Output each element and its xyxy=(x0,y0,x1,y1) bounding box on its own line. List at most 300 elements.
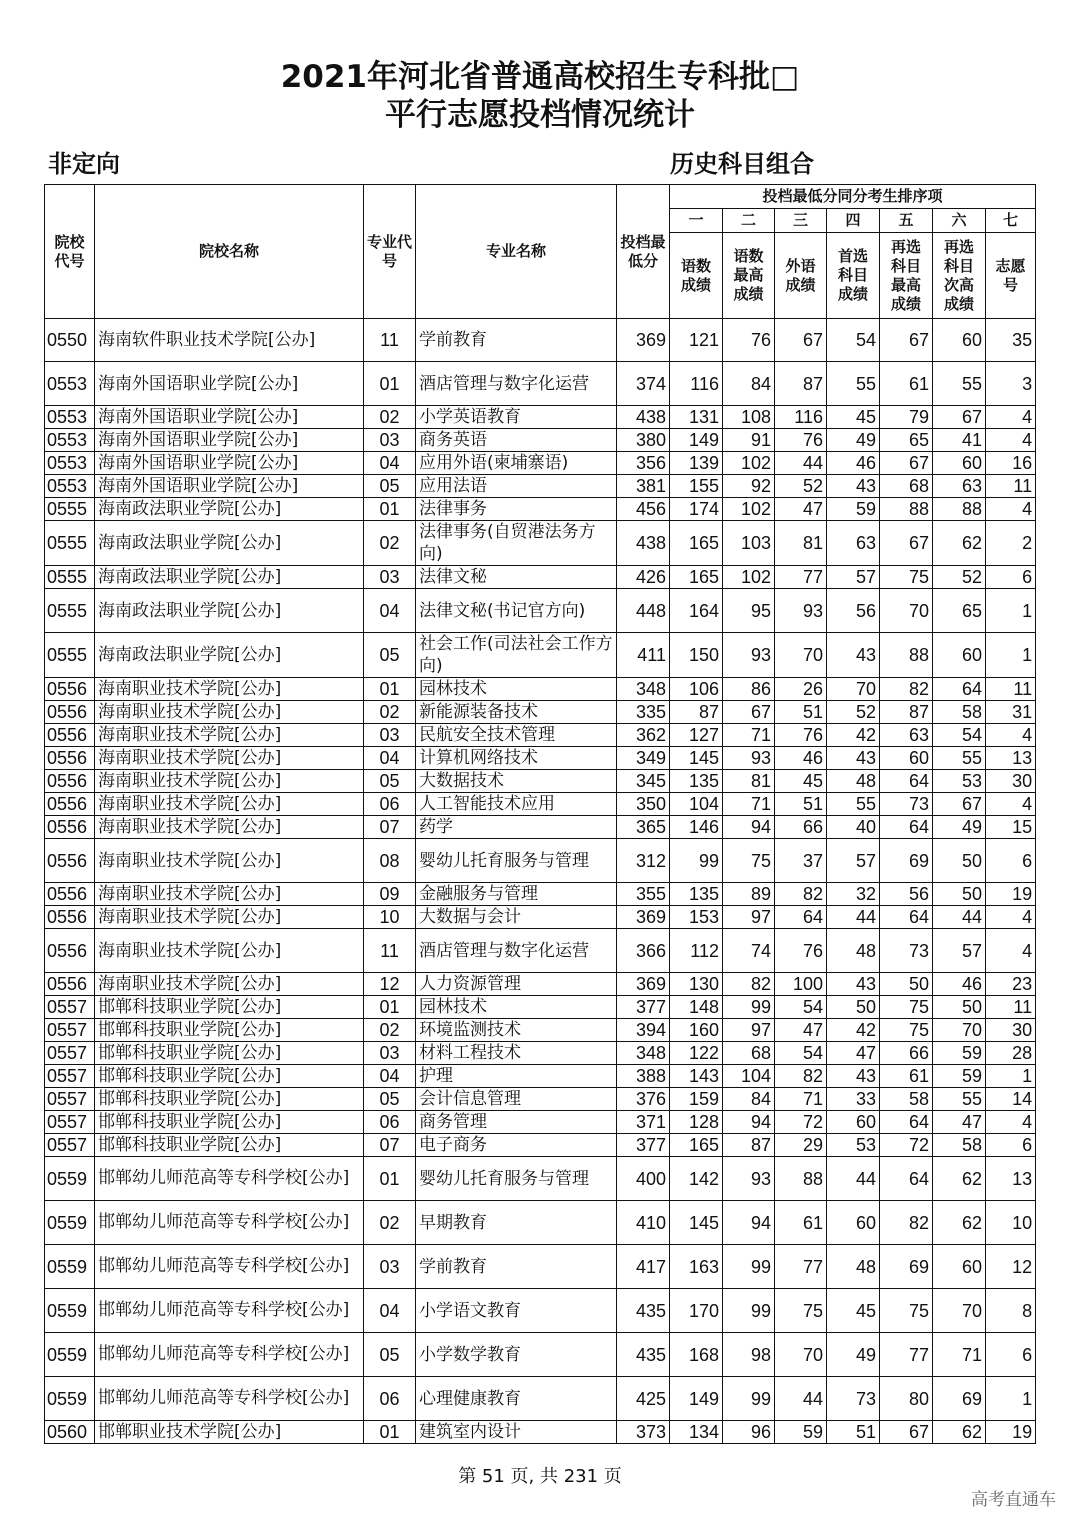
cell-tiebreak-2: 99 xyxy=(723,1245,775,1289)
cell-school-code: 0555 xyxy=(45,633,95,678)
cell-school-code: 0556 xyxy=(45,973,95,996)
cell-tiebreak-1: 149 xyxy=(670,429,723,452)
cell-major-name: 园林技术 xyxy=(416,678,617,701)
cell-tiebreak-5: 64 xyxy=(880,906,933,929)
cell-school-code: 0553 xyxy=(45,475,95,498)
cell-major-name: 学前教育 xyxy=(416,319,617,362)
cell-tiebreak-3: 52 xyxy=(775,475,827,498)
cell-tiebreak-2: 74 xyxy=(723,929,775,973)
cell-min-score: 335 xyxy=(617,701,670,724)
cell-tiebreak-7: 4 xyxy=(986,906,1036,929)
cell-tiebreak-4: 43 xyxy=(827,1065,880,1088)
cell-tiebreak-5: 67 xyxy=(880,1421,933,1444)
cell-tiebreak-7: 13 xyxy=(986,1157,1036,1201)
cell-tiebreak-6: 64 xyxy=(933,678,986,701)
cell-tiebreak-4: 48 xyxy=(827,770,880,793)
cell-tiebreak-7: 15 xyxy=(986,816,1036,839)
header-major-name: 专业名称 xyxy=(416,185,617,319)
cell-school-name: 邯郸科技职业学院[公办] xyxy=(95,1134,364,1157)
cell-tiebreak-7: 6 xyxy=(986,566,1036,589)
cell-min-score: 377 xyxy=(617,996,670,1019)
cell-tiebreak-2: 94 xyxy=(723,1201,775,1245)
cell-tiebreak-5: 75 xyxy=(880,566,933,589)
cell-tiebreak-6: 62 xyxy=(933,1201,986,1245)
cell-min-score: 410 xyxy=(617,1201,670,1245)
table-row xyxy=(45,1042,1036,1065)
cell-tiebreak-1: 148 xyxy=(670,996,723,1019)
header-tiebreak-group: 投档最低分同分考生排序项 xyxy=(670,185,1036,209)
cell-major-name: 园林技术 xyxy=(416,996,617,1019)
cell-tiebreak-7: 35 xyxy=(986,319,1036,362)
header-tiebreak-item: 外语成绩 xyxy=(775,233,827,319)
cell-tiebreak-4: 44 xyxy=(827,1157,880,1201)
cell-school-code: 0556 xyxy=(45,678,95,701)
cell-school-name: 海南政法职业学院[公办] xyxy=(95,521,364,566)
cell-tiebreak-3: 87 xyxy=(775,362,827,406)
cell-school-name: 邯郸幼儿师范高等专科学校[公办] xyxy=(95,1201,364,1245)
cell-tiebreak-7: 14 xyxy=(986,1088,1036,1111)
table-row xyxy=(45,816,1036,839)
cell-tiebreak-3: 75 xyxy=(775,1289,827,1333)
table-row xyxy=(45,589,1036,633)
cell-tiebreak-6: 60 xyxy=(933,633,986,678)
cell-school-name: 邯郸幼儿师范高等专科学校[公办] xyxy=(95,1245,364,1289)
cell-tiebreak-5: 60 xyxy=(880,747,933,770)
cell-school-code: 0555 xyxy=(45,589,95,633)
cell-tiebreak-7: 13 xyxy=(986,747,1036,770)
cell-tiebreak-1: 106 xyxy=(670,678,723,701)
cell-major-name: 人工智能技术应用 xyxy=(416,793,617,816)
cell-school-name: 海南职业技术学院[公办] xyxy=(95,678,364,701)
cell-tiebreak-6: 49 xyxy=(933,816,986,839)
cell-school-code: 0556 xyxy=(45,770,95,793)
admission-table xyxy=(44,184,1036,1444)
cell-major-name: 护理 xyxy=(416,1065,617,1088)
cell-tiebreak-2: 82 xyxy=(723,973,775,996)
cell-tiebreak-3: 51 xyxy=(775,793,827,816)
cell-tiebreak-6: 46 xyxy=(933,973,986,996)
cell-min-score: 373 xyxy=(617,1421,670,1444)
cell-tiebreak-7: 6 xyxy=(986,1333,1036,1377)
header-tiebreak-number: 六 xyxy=(933,209,986,233)
cell-tiebreak-1: 165 xyxy=(670,521,723,566)
cell-min-score: 369 xyxy=(617,973,670,996)
table-row xyxy=(45,770,1036,793)
cell-tiebreak-5: 70 xyxy=(880,589,933,633)
cell-school-code: 0553 xyxy=(45,452,95,475)
cell-school-code: 0559 xyxy=(45,1245,95,1289)
cell-min-score: 438 xyxy=(617,521,670,566)
cell-min-score: 377 xyxy=(617,1134,670,1157)
cell-min-score: 438 xyxy=(617,406,670,429)
header-tiebreak-item: 首选科目成绩 xyxy=(827,233,880,319)
cell-school-name: 海南政法职业学院[公办] xyxy=(95,566,364,589)
cell-tiebreak-2: 81 xyxy=(723,770,775,793)
cell-tiebreak-5: 77 xyxy=(880,1333,933,1377)
cell-tiebreak-1: 165 xyxy=(670,566,723,589)
cell-tiebreak-7: 6 xyxy=(986,839,1036,883)
cell-tiebreak-4: 43 xyxy=(827,747,880,770)
cell-major-code: 03 xyxy=(364,724,416,747)
cell-major-code: 03 xyxy=(364,1042,416,1065)
cell-tiebreak-6: 50 xyxy=(933,883,986,906)
cell-tiebreak-6: 62 xyxy=(933,521,986,566)
cell-tiebreak-6: 71 xyxy=(933,1333,986,1377)
cell-major-name: 应用外语(柬埔寨语) xyxy=(416,452,617,475)
cell-min-score: 426 xyxy=(617,566,670,589)
table-row xyxy=(45,1111,1036,1134)
cell-school-name: 邯郸科技职业学院[公办] xyxy=(95,1088,364,1111)
cell-tiebreak-6: 88 xyxy=(933,498,986,521)
cell-major-code: 06 xyxy=(364,1111,416,1134)
table-row xyxy=(45,1201,1036,1245)
cell-school-name: 海南外国语职业学院[公办] xyxy=(95,429,364,452)
cell-school-name: 海南政法职业学院[公办] xyxy=(95,633,364,678)
cell-tiebreak-2: 71 xyxy=(723,724,775,747)
cell-major-name: 小学英语教育 xyxy=(416,406,617,429)
cell-tiebreak-7: 12 xyxy=(986,1245,1036,1289)
table-row xyxy=(45,883,1036,906)
cell-tiebreak-6: 62 xyxy=(933,1157,986,1201)
cell-tiebreak-3: 66 xyxy=(775,816,827,839)
cell-tiebreak-4: 60 xyxy=(827,1111,880,1134)
cell-tiebreak-2: 96 xyxy=(723,1421,775,1444)
cell-tiebreak-5: 80 xyxy=(880,1377,933,1421)
cell-tiebreak-3: 45 xyxy=(775,770,827,793)
cell-major-code: 04 xyxy=(364,1289,416,1333)
cell-tiebreak-3: 54 xyxy=(775,996,827,1019)
cell-school-name: 邯郸科技职业学院[公办] xyxy=(95,996,364,1019)
cell-tiebreak-1: 145 xyxy=(670,1201,723,1245)
cell-school-name: 海南外国语职业学院[公办] xyxy=(95,452,364,475)
cell-tiebreak-1: 121 xyxy=(670,319,723,362)
cell-school-code: 0559 xyxy=(45,1289,95,1333)
table-row xyxy=(45,1134,1036,1157)
cell-tiebreak-7: 1 xyxy=(986,633,1036,678)
page-title-line1: 2021年河北省普通高校招生专科批□ xyxy=(280,59,800,95)
cell-tiebreak-4: 43 xyxy=(827,633,880,678)
cell-tiebreak-5: 82 xyxy=(880,678,933,701)
cell-tiebreak-5: 56 xyxy=(880,883,933,906)
header-tiebreak-number: 三 xyxy=(775,209,827,233)
cell-tiebreak-6: 60 xyxy=(933,452,986,475)
table-row xyxy=(45,1088,1036,1111)
cell-tiebreak-1: 134 xyxy=(670,1421,723,1444)
header-school-code: 院校代号 xyxy=(45,185,95,319)
cell-major-name: 材料工程技术 xyxy=(416,1042,617,1065)
cell-tiebreak-7: 4 xyxy=(986,724,1036,747)
cell-tiebreak-2: 93 xyxy=(723,1157,775,1201)
cell-tiebreak-1: 150 xyxy=(670,633,723,678)
cell-tiebreak-1: 135 xyxy=(670,770,723,793)
cell-tiebreak-6: 60 xyxy=(933,319,986,362)
header-tiebreak-item: 再选科目次高成绩 xyxy=(933,233,986,319)
cell-tiebreak-3: 71 xyxy=(775,1088,827,1111)
cell-tiebreak-6: 50 xyxy=(933,996,986,1019)
cell-major-name: 小学语文教育 xyxy=(416,1289,617,1333)
cell-major-name: 建筑室内设计 xyxy=(416,1421,617,1444)
cell-tiebreak-3: 72 xyxy=(775,1111,827,1134)
cell-major-name: 学前教育 xyxy=(416,1245,617,1289)
cell-school-code: 0553 xyxy=(45,406,95,429)
cell-tiebreak-5: 61 xyxy=(880,362,933,406)
table-row xyxy=(45,1019,1036,1042)
cell-major-code: 02 xyxy=(364,406,416,429)
cell-tiebreak-4: 40 xyxy=(827,816,880,839)
cell-school-code: 0559 xyxy=(45,1201,95,1245)
cell-tiebreak-4: 57 xyxy=(827,566,880,589)
cell-tiebreak-7: 11 xyxy=(986,996,1036,1019)
cell-tiebreak-7: 10 xyxy=(986,1201,1036,1245)
cell-tiebreak-2: 71 xyxy=(723,793,775,816)
cell-school-name: 海南职业技术学院[公办] xyxy=(95,883,364,906)
cell-tiebreak-3: 100 xyxy=(775,973,827,996)
cell-major-code: 04 xyxy=(364,589,416,633)
cell-major-name: 法律事务(自贸港法务方向) xyxy=(416,521,617,566)
cell-major-name: 法律文秘 xyxy=(416,566,617,589)
cell-tiebreak-1: 146 xyxy=(670,816,723,839)
cell-tiebreak-7: 4 xyxy=(986,929,1036,973)
table-row xyxy=(45,678,1036,701)
cell-major-code: 04 xyxy=(364,1065,416,1088)
cell-tiebreak-1: 130 xyxy=(670,973,723,996)
cell-tiebreak-1: 87 xyxy=(670,701,723,724)
cell-school-code: 0559 xyxy=(45,1333,95,1377)
cell-school-name: 邯郸幼儿师范高等专科学校[公办] xyxy=(95,1289,364,1333)
cell-tiebreak-4: 43 xyxy=(827,475,880,498)
header-tiebreak-number: 四 xyxy=(827,209,880,233)
cell-min-score: 417 xyxy=(617,1245,670,1289)
cell-tiebreak-2: 84 xyxy=(723,1088,775,1111)
watermark: 高考直通车 xyxy=(971,1490,1056,1510)
cell-tiebreak-2: 103 xyxy=(723,521,775,566)
page-footer: 第 51 页, 共 231 页 xyxy=(458,1466,622,1487)
cell-major-code: 10 xyxy=(364,906,416,929)
header-tiebreak-number: 五 xyxy=(880,209,933,233)
cell-school-name: 海南职业技术学院[公办] xyxy=(95,793,364,816)
cell-tiebreak-7: 23 xyxy=(986,973,1036,996)
cell-school-name: 海南职业技术学院[公办] xyxy=(95,839,364,883)
cell-major-code: 01 xyxy=(364,996,416,1019)
table-row xyxy=(45,406,1036,429)
cell-tiebreak-4: 42 xyxy=(827,724,880,747)
cell-tiebreak-3: 46 xyxy=(775,747,827,770)
cell-tiebreak-3: 70 xyxy=(775,1333,827,1377)
cell-min-score: 400 xyxy=(617,1157,670,1201)
cell-major-name: 社会工作(司法社会工作方向) xyxy=(416,633,617,678)
cell-min-score: 312 xyxy=(617,839,670,883)
cell-tiebreak-5: 72 xyxy=(880,1134,933,1157)
cell-major-name: 心理健康教育 xyxy=(416,1377,617,1421)
cell-school-name: 邯郸幼儿师范高等专科学校[公办] xyxy=(95,1377,364,1421)
cell-tiebreak-3: 76 xyxy=(775,724,827,747)
cell-tiebreak-2: 94 xyxy=(723,816,775,839)
cell-tiebreak-1: 122 xyxy=(670,1042,723,1065)
cell-min-score: 362 xyxy=(617,724,670,747)
cell-tiebreak-2: 102 xyxy=(723,452,775,475)
cell-tiebreak-5: 73 xyxy=(880,793,933,816)
cell-tiebreak-4: 57 xyxy=(827,839,880,883)
cell-tiebreak-6: 67 xyxy=(933,793,986,816)
cell-tiebreak-5: 50 xyxy=(880,973,933,996)
cell-school-name: 海南政法职业学院[公办] xyxy=(95,589,364,633)
header-tiebreak-item: 语数成绩 xyxy=(670,233,723,319)
cell-major-code: 02 xyxy=(364,521,416,566)
cell-min-score: 366 xyxy=(617,929,670,973)
cell-tiebreak-2: 99 xyxy=(723,996,775,1019)
cell-tiebreak-1: 149 xyxy=(670,1377,723,1421)
cell-tiebreak-4: 49 xyxy=(827,429,880,452)
cell-tiebreak-7: 28 xyxy=(986,1042,1036,1065)
cell-school-name: 邯郸职业技术学院[公办] xyxy=(95,1421,364,1444)
cell-major-code: 07 xyxy=(364,816,416,839)
cell-school-name: 海南职业技术学院[公办] xyxy=(95,816,364,839)
cell-tiebreak-1: 128 xyxy=(670,1111,723,1134)
cell-major-code: 05 xyxy=(364,1333,416,1377)
cell-tiebreak-5: 64 xyxy=(880,770,933,793)
cell-tiebreak-6: 55 xyxy=(933,1088,986,1111)
cell-school-code: 0560 xyxy=(45,1421,95,1444)
cell-tiebreak-4: 48 xyxy=(827,1245,880,1289)
cell-major-code: 09 xyxy=(364,883,416,906)
cell-tiebreak-6: 58 xyxy=(933,701,986,724)
cell-min-score: 371 xyxy=(617,1111,670,1134)
cell-major-code: 08 xyxy=(364,839,416,883)
cell-school-code: 0553 xyxy=(45,429,95,452)
cell-tiebreak-3: 116 xyxy=(775,406,827,429)
header-tiebreak-item: 语数最高成绩 xyxy=(723,233,775,319)
cell-major-code: 12 xyxy=(364,973,416,996)
cell-tiebreak-5: 75 xyxy=(880,996,933,1019)
header-tiebreak-number: 二 xyxy=(723,209,775,233)
cell-tiebreak-3: 81 xyxy=(775,521,827,566)
cell-major-code: 03 xyxy=(364,1245,416,1289)
cell-school-name: 海南外国语职业学院[公办] xyxy=(95,362,364,406)
cell-school-name: 海南外国语职业学院[公办] xyxy=(95,475,364,498)
cell-tiebreak-5: 87 xyxy=(880,701,933,724)
subtitle-category: 非定向 xyxy=(48,150,120,178)
header-tiebreak-item: 志愿号 xyxy=(986,233,1036,319)
cell-tiebreak-1: 112 xyxy=(670,929,723,973)
cell-tiebreak-6: 62 xyxy=(933,1421,986,1444)
cell-major-name: 会计信息管理 xyxy=(416,1088,617,1111)
cell-tiebreak-5: 58 xyxy=(880,1088,933,1111)
cell-major-name: 人力资源管理 xyxy=(416,973,617,996)
cell-major-code: 02 xyxy=(364,1019,416,1042)
cell-tiebreak-4: 70 xyxy=(827,678,880,701)
cell-school-name: 海南外国语职业学院[公办] xyxy=(95,406,364,429)
cell-tiebreak-2: 89 xyxy=(723,883,775,906)
table-row xyxy=(45,1157,1036,1201)
cell-major-code: 02 xyxy=(364,701,416,724)
cell-tiebreak-2: 91 xyxy=(723,429,775,452)
cell-tiebreak-7: 8 xyxy=(986,1289,1036,1333)
cell-tiebreak-1: 131 xyxy=(670,406,723,429)
cell-tiebreak-1: 160 xyxy=(670,1019,723,1042)
cell-school-name: 邯郸科技职业学院[公办] xyxy=(95,1111,364,1134)
cell-tiebreak-1: 99 xyxy=(670,839,723,883)
cell-major-name: 民航安全技术管理 xyxy=(416,724,617,747)
cell-tiebreak-5: 63 xyxy=(880,724,933,747)
cell-tiebreak-4: 46 xyxy=(827,452,880,475)
cell-tiebreak-4: 32 xyxy=(827,883,880,906)
table-row xyxy=(45,724,1036,747)
cell-tiebreak-3: 44 xyxy=(775,452,827,475)
header-school-name: 院校名称 xyxy=(95,185,364,319)
page-title-line2: 平行志愿投档情况统计 xyxy=(385,97,695,133)
table-row xyxy=(45,566,1036,589)
cell-tiebreak-4: 33 xyxy=(827,1088,880,1111)
table-row xyxy=(45,475,1036,498)
table-row xyxy=(45,429,1036,452)
cell-school-code: 0555 xyxy=(45,498,95,521)
cell-tiebreak-5: 73 xyxy=(880,929,933,973)
table-row xyxy=(45,906,1036,929)
cell-tiebreak-1: 174 xyxy=(670,498,723,521)
cell-tiebreak-6: 70 xyxy=(933,1289,986,1333)
table-row xyxy=(45,1245,1036,1289)
cell-school-code: 0556 xyxy=(45,839,95,883)
cell-tiebreak-1: 135 xyxy=(670,883,723,906)
cell-major-code: 11 xyxy=(364,929,416,973)
cell-tiebreak-4: 60 xyxy=(827,1201,880,1245)
table-row xyxy=(45,996,1036,1019)
cell-tiebreak-4: 47 xyxy=(827,1042,880,1065)
cell-min-score: 369 xyxy=(617,319,670,362)
cell-tiebreak-4: 50 xyxy=(827,996,880,1019)
cell-tiebreak-5: 68 xyxy=(880,475,933,498)
cell-tiebreak-7: 11 xyxy=(986,475,1036,498)
cell-tiebreak-5: 82 xyxy=(880,1201,933,1245)
cell-tiebreak-4: 49 xyxy=(827,1333,880,1377)
cell-school-name: 海南职业技术学院[公办] xyxy=(95,906,364,929)
cell-major-code: 05 xyxy=(364,633,416,678)
cell-tiebreak-3: 47 xyxy=(775,1019,827,1042)
cell-school-name: 海南职业技术学院[公办] xyxy=(95,770,364,793)
cell-tiebreak-6: 55 xyxy=(933,362,986,406)
cell-major-code: 01 xyxy=(364,1157,416,1201)
cell-tiebreak-4: 42 xyxy=(827,1019,880,1042)
cell-min-score: 349 xyxy=(617,747,670,770)
cell-school-code: 0557 xyxy=(45,996,95,1019)
cell-tiebreak-6: 54 xyxy=(933,724,986,747)
cell-major-code: 03 xyxy=(364,566,416,589)
cell-tiebreak-3: 67 xyxy=(775,319,827,362)
cell-tiebreak-4: 43 xyxy=(827,973,880,996)
cell-tiebreak-6: 52 xyxy=(933,566,986,589)
cell-min-score: 380 xyxy=(617,429,670,452)
cell-school-code: 0556 xyxy=(45,747,95,770)
cell-major-name: 早期教育 xyxy=(416,1201,617,1245)
cell-school-name: 海南职业技术学院[公办] xyxy=(95,701,364,724)
cell-tiebreak-3: 51 xyxy=(775,701,827,724)
cell-tiebreak-3: 82 xyxy=(775,883,827,906)
cell-tiebreak-7: 4 xyxy=(986,429,1036,452)
cell-tiebreak-6: 55 xyxy=(933,747,986,770)
cell-tiebreak-3: 70 xyxy=(775,633,827,678)
cell-tiebreak-5: 75 xyxy=(880,1019,933,1042)
cell-tiebreak-3: 37 xyxy=(775,839,827,883)
cell-tiebreak-4: 55 xyxy=(827,793,880,816)
cell-tiebreak-7: 6 xyxy=(986,1134,1036,1157)
cell-major-name: 酒店管理与数字化运营 xyxy=(416,362,617,406)
cell-school-code: 0555 xyxy=(45,521,95,566)
table-row xyxy=(45,1333,1036,1377)
cell-min-score: 448 xyxy=(617,589,670,633)
cell-major-code: 07 xyxy=(364,1134,416,1157)
cell-min-score: 348 xyxy=(617,1042,670,1065)
table-row xyxy=(45,498,1036,521)
